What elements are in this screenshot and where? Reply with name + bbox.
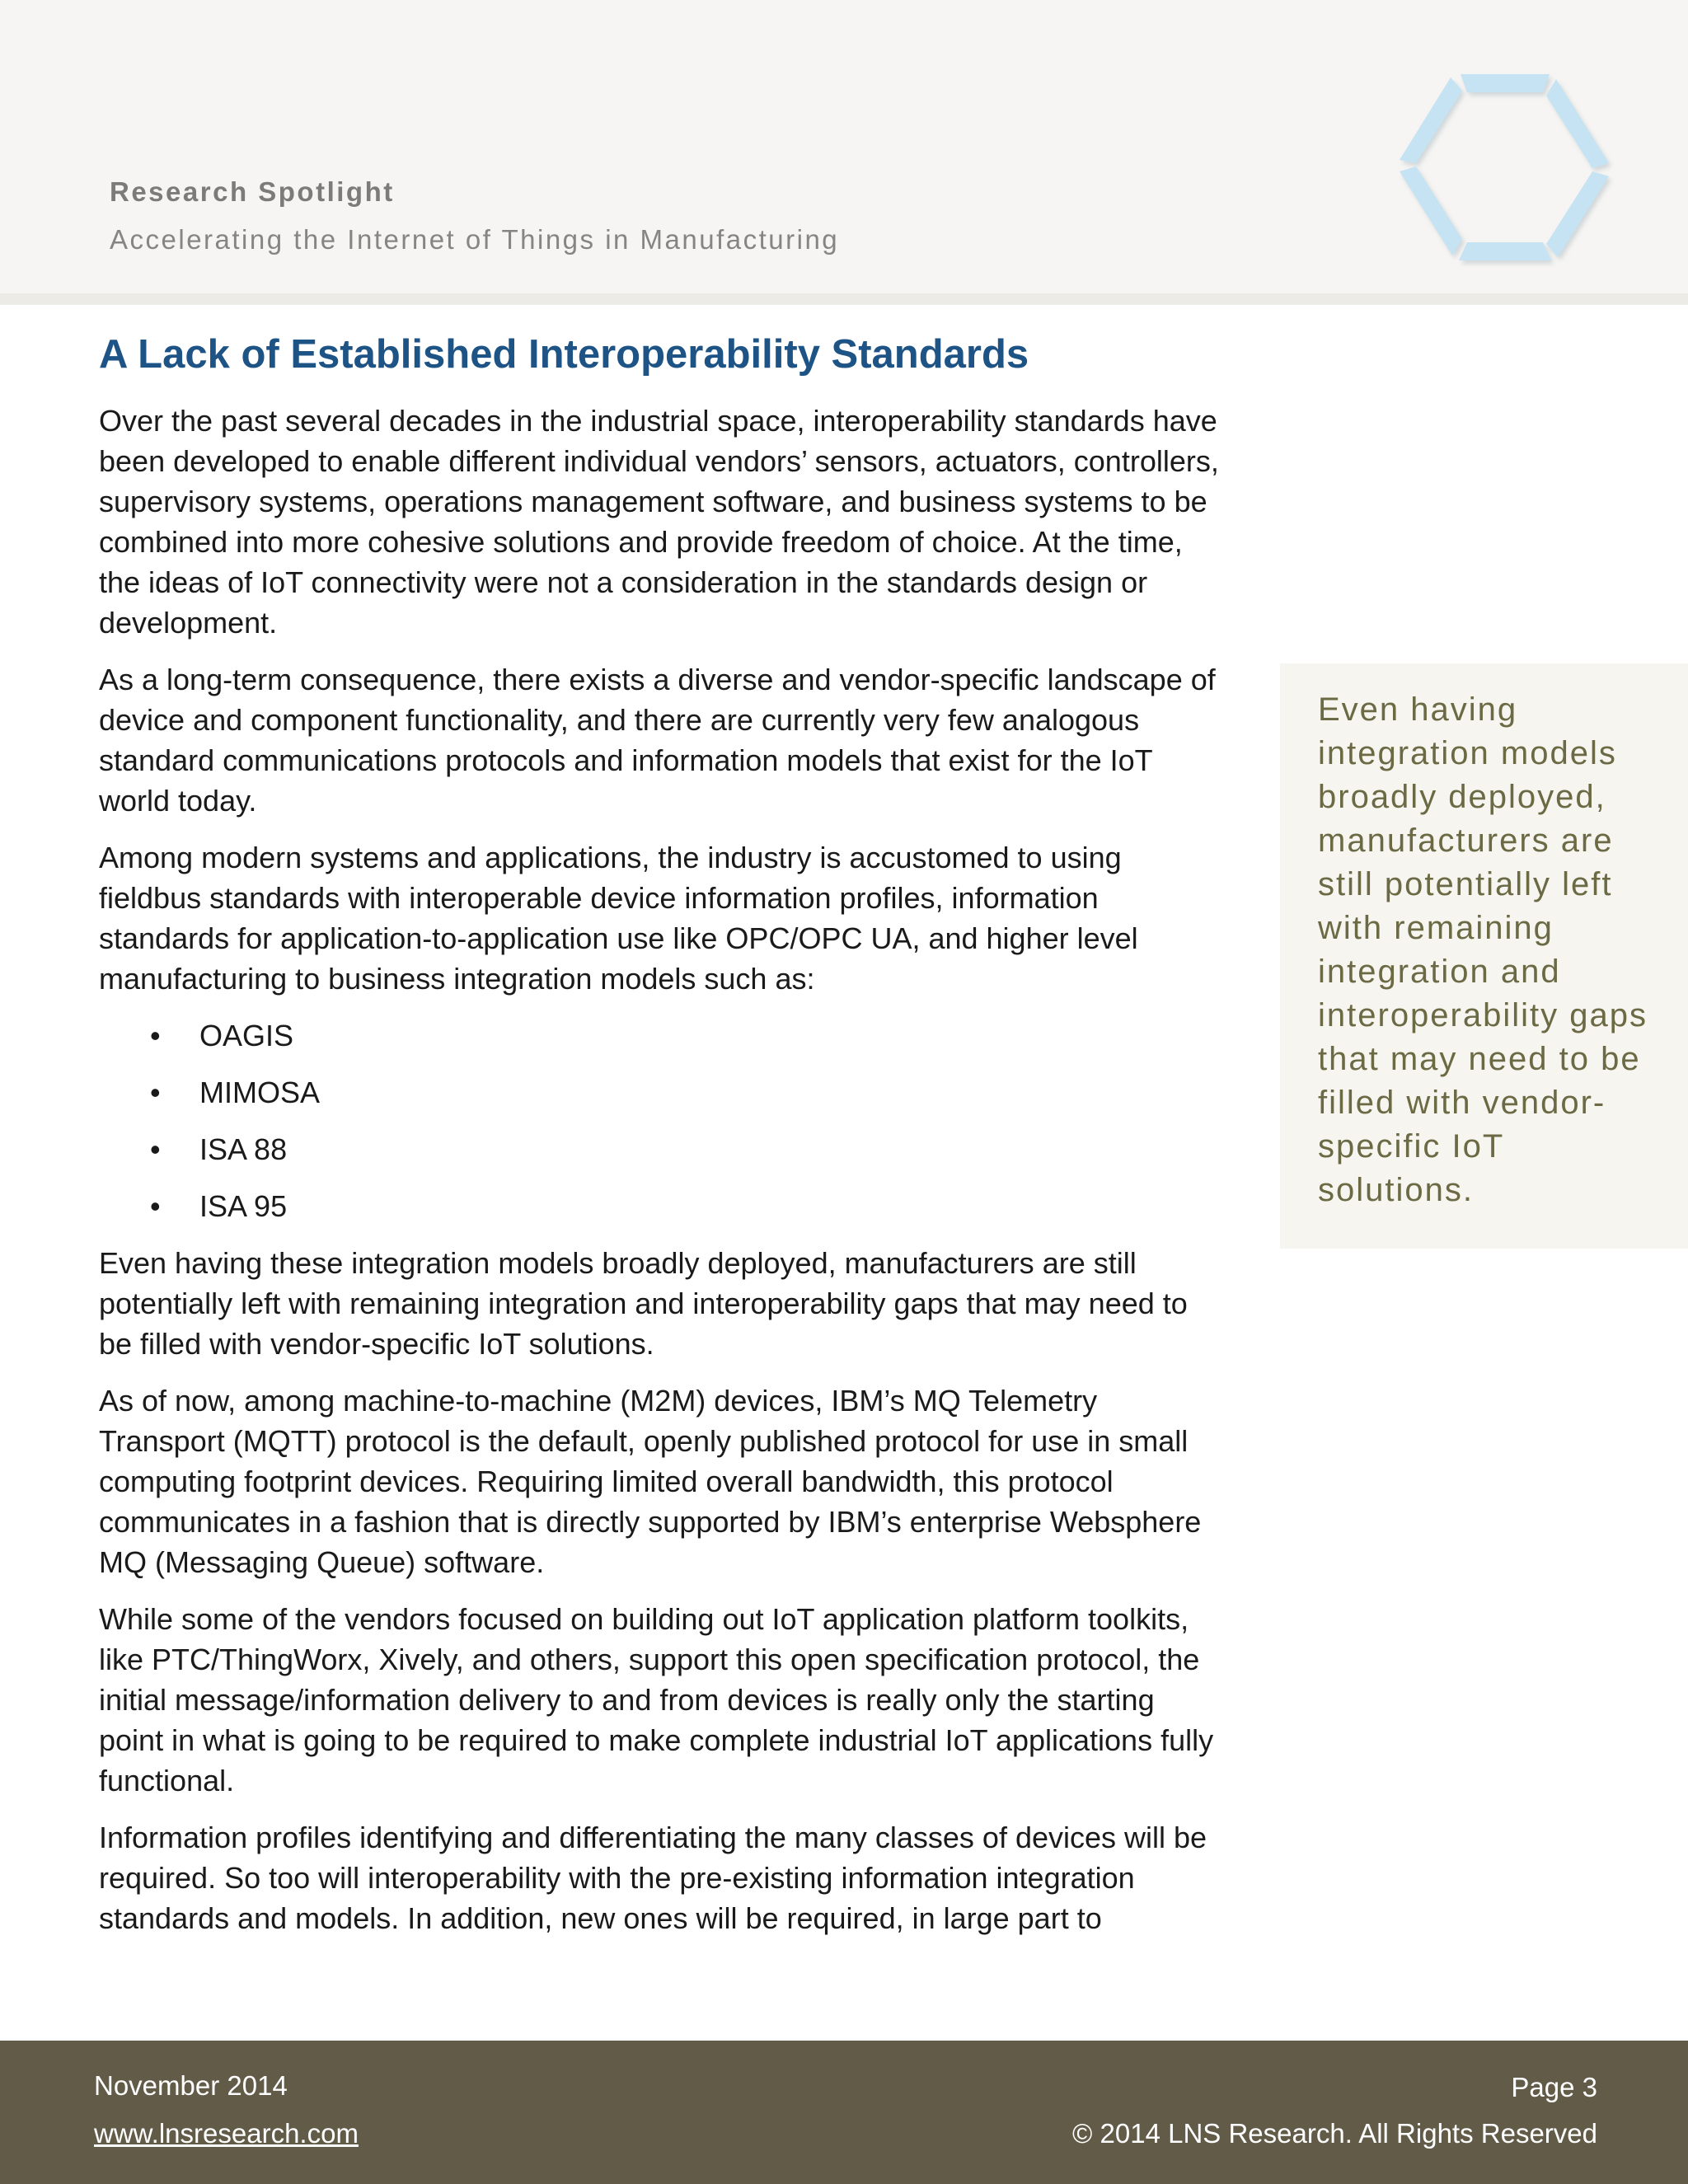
list-item-label: ISA 88	[199, 1132, 288, 1166]
article-body	[99, 401, 1220, 1955]
list-item	[99, 1186, 1220, 1226]
page-title: A Lack of Established Interoperability Standards	[99, 332, 1029, 377]
bullet-icon: •	[150, 1132, 161, 1166]
footer-date: November 2014	[94, 2070, 288, 2101]
paragraph: While some of the vendors focused on building out IoT application platform toolkits, like PTC/ThingWorx, Xively, and others, support this open specification protocol, the initial message/information delivery to and from devices is really only the starting point in what is going to be required to make complete industrial IoT applications fully functional.	[99, 1602, 1214, 1797]
standards-list	[99, 1015, 1220, 1226]
list-item	[99, 1072, 1220, 1113]
paragraph: As of now, among machine-to-machine (M2M) devices, IBM’s MQ Telemetry Transport (MQTT) protocol is the default, openly published protocol for use in small computing footprint devices. Requiring limited overall bandwidth, this protocol communicates in a fashion that is directly supported by IBM’s enterprise Websphere MQ (Messaging Queue) software.	[99, 1384, 1202, 1579]
paragraph: Even having these integration models broadly deployed, manufacturers are still potentially left with remaining integration and interoperability gaps that may need to be filled with vendor-specific IoT solutions.	[99, 1246, 1188, 1361]
website-link[interactable]: www.lnsresearch.com	[94, 2118, 359, 2149]
bullet-icon: •	[150, 1076, 161, 1109]
list-item-label: ISA 95	[199, 1189, 288, 1223]
page-number: Page 3	[1511, 2072, 1597, 2102]
paragraph: As a long-term consequence, there exists a diverse and vendor-specific landscape of device and component functionality, and there are currently very few analogous standard communications protocols and information models that exist for the IoT world today.	[99, 663, 1216, 818]
hexagon-logo-icon	[1393, 68, 1615, 267]
header-title: Research Spotlight	[110, 176, 395, 207]
page-footer	[0, 2041, 1688, 2184]
paragraph: Information profiles identifying and differentiating the many classes of devices will be required. So too will interoperability with the pre-existing information integration standards and models. In addition, new ones will be required, in large part to	[99, 1821, 1207, 1935]
header-subtitle: Accelerating the Internet of Things in Manufacturing	[110, 224, 840, 255]
paragraph: Over the past several decades in the industrial space, interoperability standards have been developed to enable different individual vendors’ sensors, actuators, controllers, supervisory systems, operations management software, and business systems to be combined into more cohesive solutions and provide freedom of choice. At the time, the ideas of IoT connectivity were not a consideration in the standards design or development.	[99, 404, 1219, 640]
list-item	[99, 1015, 1220, 1056]
pull-quote: Even having integration models broadly deployed, manufacturers are still potentially left with remaining integration and interoperability gaps that may need to be filled with vendor-specific IoT solutions.	[1280, 663, 1688, 1249]
bullet-icon: •	[150, 1189, 161, 1223]
list-item-label: MIMOSA	[199, 1076, 321, 1109]
copyright-notice: © 2014 LNS Research. All Rights Reserved	[1072, 2118, 1597, 2149]
list-item-label: OAGIS	[199, 1019, 294, 1052]
list-item	[99, 1129, 1220, 1169]
bullet-icon: •	[150, 1019, 161, 1052]
paragraph: Among modern systems and applications, the industry is accustomed to using fieldbus standards with interoperable device information profiles, information standards for application-to-application use like OPC/OPC UA, and higher level manufacturing to business integration models such as:	[99, 841, 1138, 996]
page-header	[0, 0, 1688, 305]
